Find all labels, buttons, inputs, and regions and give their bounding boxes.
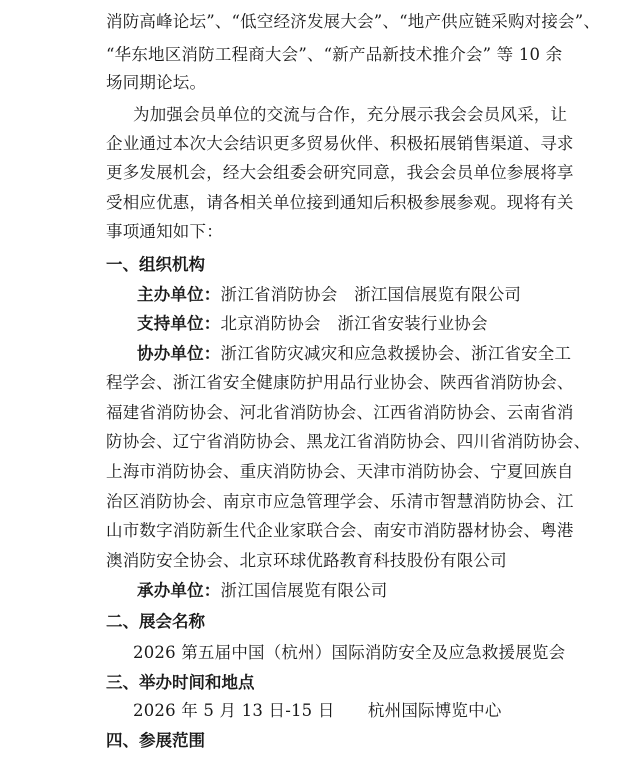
co-organizer-label: 协办单位： [137,344,221,363]
section-heading-exhibition-name: 二、展会名称 [106,612,205,631]
organizer-value: 浙江国信展览有限公司 [220,581,388,600]
section-heading-organization: 一、组织机构 [106,255,205,274]
paragraph-line: 事项通知如下： [106,222,223,241]
intro-line: 消防高峰论坛”、“低空经济发展大会”、“地产供应链采购对接会”、 [106,12,601,31]
host-value: 浙江省消防协会 浙江国信展览有限公司 [220,285,522,304]
co-organizer-row [137,343,572,365]
support-label: 支持单位： [137,314,221,333]
paragraph-line: 更多发展机会，经大会组委会研究同意，我会会员单位参展将享 [106,163,574,182]
paragraph-line: 企业通过本次大会结识更多贸易伙伴、积极拓展销售渠道、寻求 [106,134,574,153]
co-organizer-line: 上海市消防协会、重庆消防协会、天津市消防协会、宁夏回族自 [106,462,574,481]
host-row [137,284,521,306]
co-organizer-line: 山市数字消防新生代企业家联合会、南安市消防器材协会、粤港 [106,521,574,540]
intro-line: “华东地区消防工程商大会”、“新产品新技术推介会” 等 10 余 [106,45,563,64]
co-organizer-line: 福建省消防协会、河北省消防协会、江西省消防协会、云南省消 [106,403,574,422]
host-label: 主办单位： [137,285,221,304]
section-heading-time-place: 三、举办时间和地点 [106,673,255,692]
section-heading-scope: 四、参展范围 [106,731,205,750]
support-value: 北京消防协会 浙江省安装行业协会 [220,314,488,333]
support-row [137,313,488,335]
co-organizer-value: 浙江省防灾减灾和应急救援协会、浙江省安全工 [220,344,572,363]
organizer-label: 承办单位： [137,581,221,600]
intro-line: 场同期论坛。 [106,73,207,92]
time-place: 2026 年 5 月 13 日-15 日 杭州国际博览中心 [133,701,502,720]
co-organizer-line: 防协会、辽宁省消防协会、黑龙江省消防协会、四川省消防协会、 [106,432,591,451]
paragraph-line: 受相应优惠，请各相关单位接到通知后积极参展参观。现将有关 [106,193,574,212]
co-organizer-line: 澳消防安全协会、北京环球优路教育科技股份有限公司 [106,551,507,570]
paragraph-line: 为加强会员单位的交流与合作，充分展示我会会员风采，让 [133,105,568,124]
co-organizer-line: 治区消防协会、南京市应急管理学会、乐清市智慧消防协会、江 [106,492,574,511]
organizer-row [137,580,388,602]
exhibition-name: 2026 第五届中国（杭州）国际消防安全及应急救援展览会 [133,643,566,662]
co-organizer-line: 程学会、浙江省安全健康防护用品行业协会、陕西省消防协会、 [106,373,574,392]
